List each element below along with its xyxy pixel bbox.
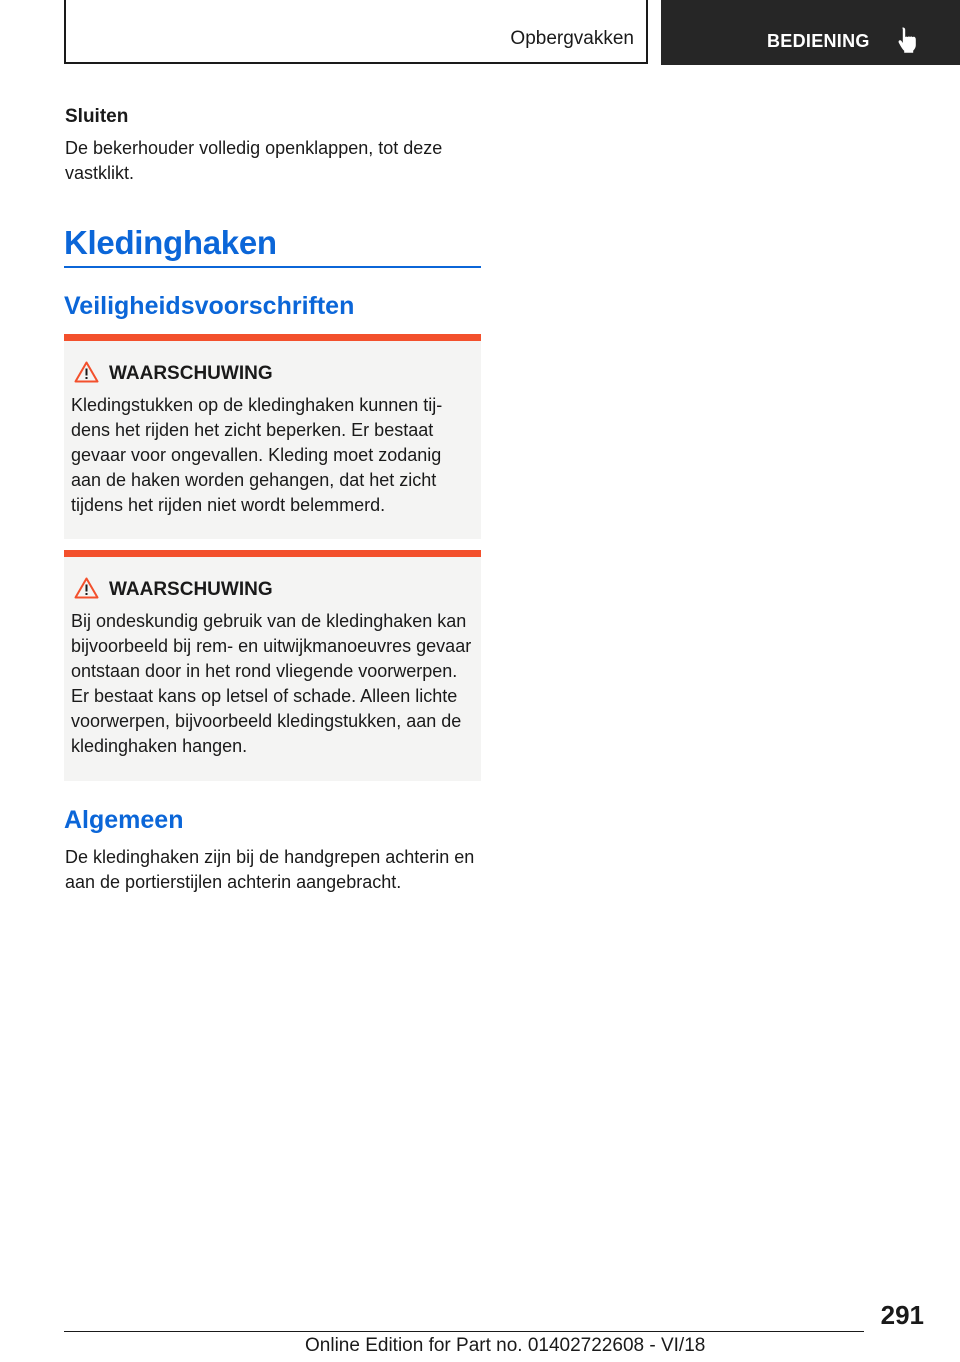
page-title: Kledinghaken bbox=[64, 224, 277, 261]
footer-rule bbox=[64, 1331, 864, 1332]
warning-text: Bij ondeskundig gebruik van de kledinghaken kan bijvoorbeeld bij rem- en uitwijkmanoeuvres gevaar ontstaan door in het rond vliegende voorwerpen. Er bestaat kans op letsel of schade. Alleen lichte voorwerpen, bijvoorbeeld kledingstukken, aan de kledinghaken hangen. bbox=[71, 611, 472, 756]
sluiten-text: De bekerhouder volledig openklappen, tot deze vastklikt. bbox=[65, 138, 443, 183]
warning-triangle-icon bbox=[74, 577, 99, 599]
section-title: Opbergvakken bbox=[510, 28, 634, 49]
warning-text: Kledingstukken op de kledinghaken kunnen tijdens het rijden het zicht beperken. Er bestaat gevaar voor ongevallen. Kleding moet zodanig aan de haken worden gehangen, dat het zicht tijdens het rijden niet wordt belemmerd. bbox=[71, 395, 443, 515]
safety-heading: Veiligheidsvoorschriften bbox=[64, 292, 355, 320]
page-number: 291 bbox=[880, 1300, 924, 1330]
warning-title: WAARSCHUWING bbox=[109, 363, 273, 384]
title-underline bbox=[64, 266, 481, 268]
pointing-hand-icon bbox=[897, 26, 921, 54]
general-heading: Algemeen bbox=[64, 806, 184, 834]
edition-text: Online Edition for Part no. 01402722608 - VI/18 bbox=[305, 1335, 706, 1356]
header-section-box bbox=[64, 0, 648, 64]
warning-box-2 bbox=[64, 550, 481, 781]
warning-triangle-icon bbox=[74, 361, 99, 383]
header-chapter-tab bbox=[661, 0, 960, 65]
warning-title: WAARSCHUWING bbox=[109, 579, 273, 600]
warning-box-1 bbox=[64, 334, 481, 539]
general-text: De kledinghaken zijn bij de handgrepen achterin en aan de portierstijlen achterin aangebracht. bbox=[65, 847, 475, 892]
chapter-title: BEDIENING bbox=[767, 31, 870, 51]
sluiten-heading: Sluiten bbox=[65, 106, 129, 127]
